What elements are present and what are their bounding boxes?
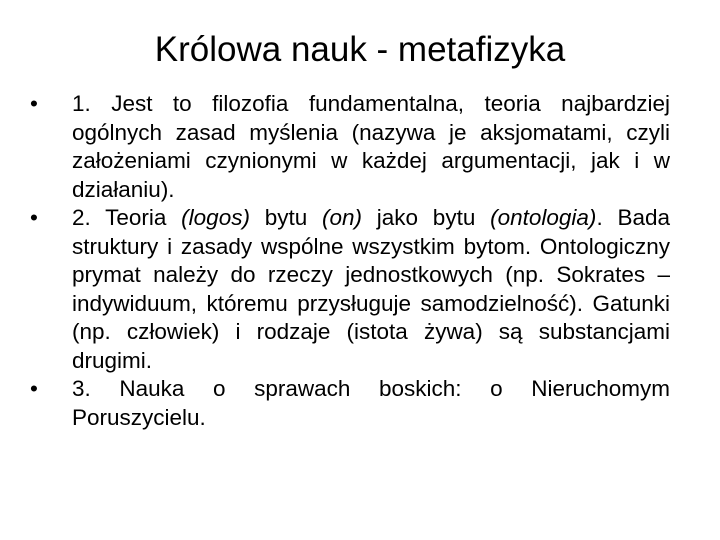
bullet-dot-icon: • xyxy=(30,205,38,230)
bullet-item-2 xyxy=(30,204,670,375)
bullet-number: 1. xyxy=(72,91,91,116)
bullet-text: Nauka o sprawach boskich: o Nieruchomym Poruszycielu. xyxy=(72,376,670,430)
bullet-text-italic: (logos) xyxy=(181,205,250,230)
bullet-text: Teoria xyxy=(90,205,182,230)
slide-title: Królowa nauk - metafizyka xyxy=(154,30,566,69)
bullet-item-3 xyxy=(30,375,670,432)
bullet-number: 2. xyxy=(72,205,91,230)
bullet-text: bytu xyxy=(249,205,322,230)
bullet-dot-icon: • xyxy=(30,91,38,116)
bullet-text-italic: (ontologia) xyxy=(490,205,597,230)
bullet-list xyxy=(30,90,670,432)
bullet-text-italic: (on) xyxy=(322,205,363,230)
bullet-text: . Bada struktury i zasady wspólne wszystkim bytom. Ontologiczny prymat należy do rzeczy jednostkowych (np. Sokrates – indywiduum, któremu przysługuje samodzielność). Gatunki (np. człowiek) i rodzaje (istota żywa) są substancjami drugimi. xyxy=(72,205,670,373)
bullet-text: jako bytu xyxy=(362,205,491,230)
bullet-number: 3. xyxy=(72,376,91,401)
bullet-item-1 xyxy=(30,90,670,204)
bullet-text: Jest to filozofia fundamentalna, teoria najbardziej ogólnych zasad myślenia (nazywa je aksjomatami, czyli założeniami czynionymi w każdej argumentacji, jak i w działaniu). xyxy=(72,91,670,202)
bullet-dot-icon: • xyxy=(30,376,38,401)
